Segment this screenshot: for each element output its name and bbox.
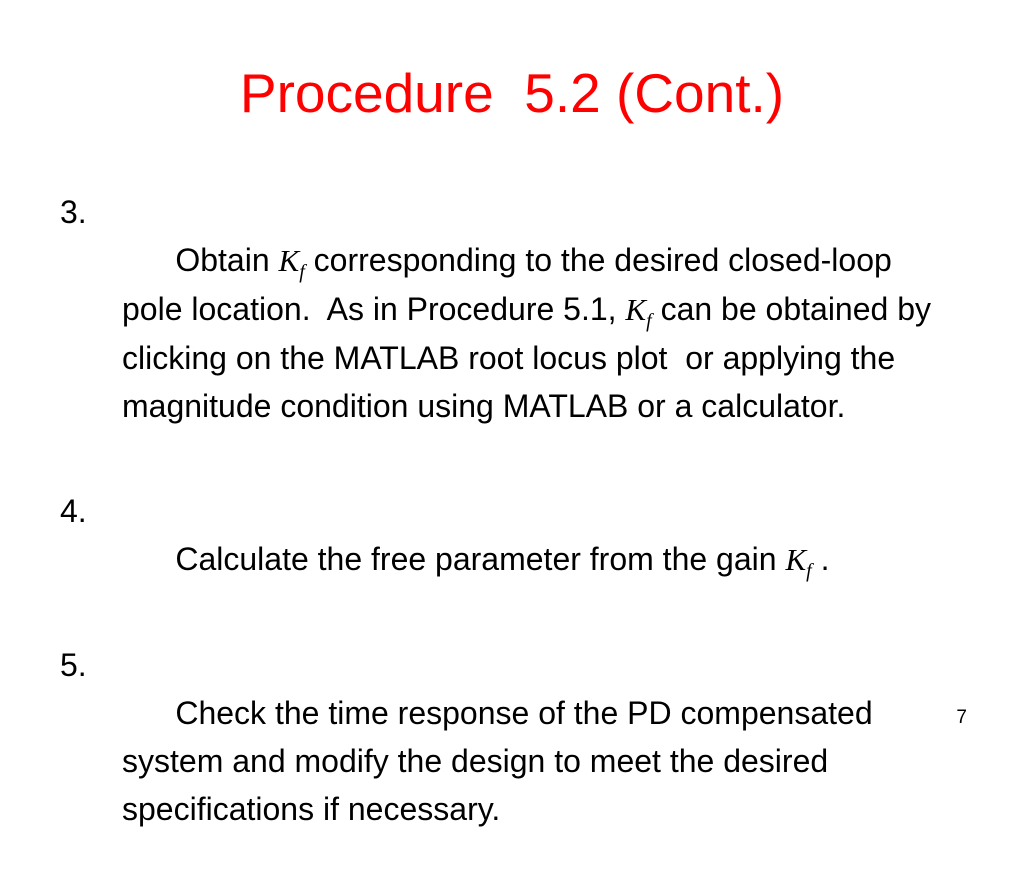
procedure-steps-list xyxy=(0,188,1024,890)
gain-variable-subscript: f xyxy=(806,560,812,582)
step-number: 5. xyxy=(60,647,87,683)
page-number: 7 xyxy=(956,707,967,728)
list-item-step-4 xyxy=(0,487,1024,632)
list-item-step-5 xyxy=(0,641,1024,881)
step-text: Check the time response of the PD compensated system and modify the design to meet the desired specifications if necessary. xyxy=(122,695,882,827)
step-text: . xyxy=(811,541,830,577)
step-text: can be obtained by clicking on the MATLAB root locus plot or applying the magnitude condition using MATLAB or a calculator. xyxy=(122,291,940,424)
gain-variable xyxy=(785,542,812,582)
step-text: Obtain xyxy=(175,242,279,278)
step-number: 3. xyxy=(60,194,87,230)
list-item-step-3 xyxy=(0,188,1024,478)
gain-variable-subscript: f xyxy=(646,310,652,332)
gain-variable xyxy=(278,243,305,283)
step-text: corresponding to the desired closed-loop pole location. As in Procedure 5.1, xyxy=(122,242,901,327)
step-text: Calculate the free parameter from the gain xyxy=(175,541,786,577)
step-number: 4. xyxy=(60,493,87,529)
gain-variable-subscript: f xyxy=(299,261,305,283)
gain-variable xyxy=(625,292,652,332)
gain-variable-base: K xyxy=(278,243,300,278)
gain-variable-base: K xyxy=(625,292,647,327)
slide-title: Procedure 5.2 (Cont.) xyxy=(239,62,785,124)
gain-variable-base: K xyxy=(785,542,807,577)
